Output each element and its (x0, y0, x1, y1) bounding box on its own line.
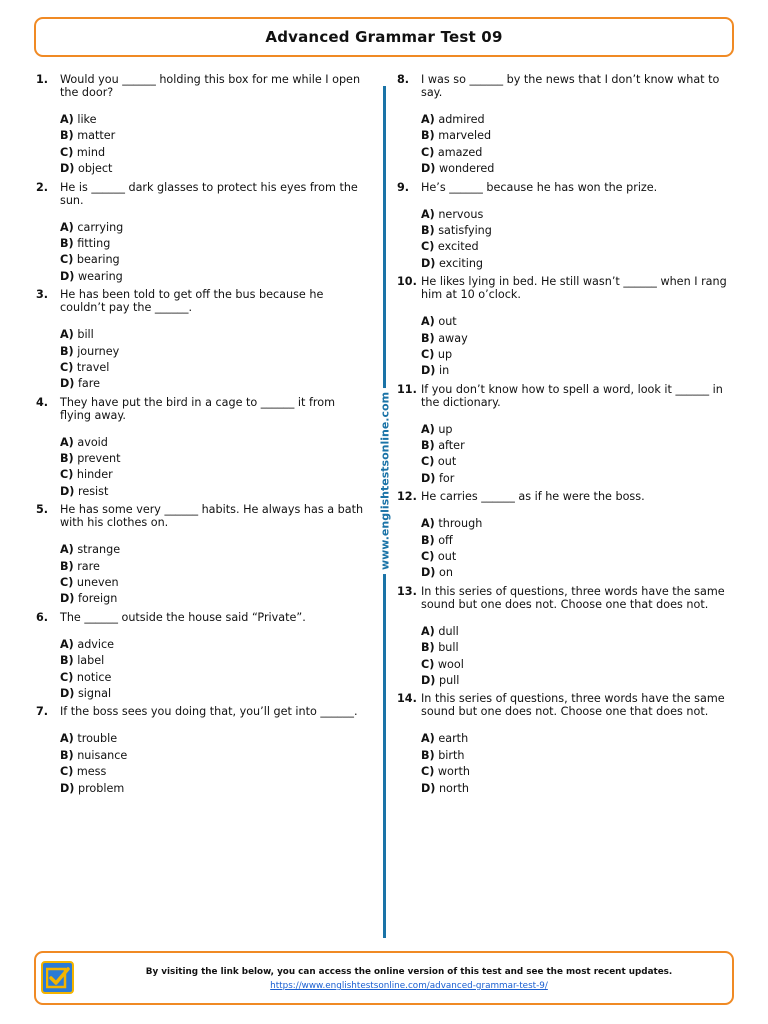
option-letter: D) (421, 162, 436, 176)
option-text: signal (77, 686, 112, 700)
question-text: In this series of questions, three words have the same sound but one does not. Choose one that does not. (421, 584, 725, 611)
option-text: satisfying (438, 223, 492, 237)
question-block (397, 383, 727, 488)
option-letter: D) (421, 566, 436, 580)
option-letter: B) (421, 641, 435, 655)
answer-option (60, 748, 366, 764)
answer-option (60, 575, 366, 591)
question-block (36, 181, 366, 286)
title-box (34, 17, 734, 57)
option-letter: D) (60, 592, 75, 606)
option-text: mess (76, 765, 107, 779)
question (36, 288, 366, 314)
option-text: foreign (77, 592, 118, 606)
options-list (421, 624, 727, 690)
option-text: carrying (77, 220, 124, 234)
options-list (421, 207, 727, 273)
option-text: up (437, 347, 453, 361)
answer-option (421, 516, 727, 532)
option-letter: B) (421, 223, 435, 237)
question-number: 10. (397, 275, 417, 289)
option-letter: C) (421, 657, 435, 671)
checkbox-logo-icon (41, 961, 74, 994)
option-letter: D) (421, 256, 436, 270)
option-letter: B) (421, 331, 435, 345)
option-text: uneven (76, 576, 119, 590)
option-letter: A) (60, 220, 74, 234)
option-text: earth (438, 732, 469, 746)
option-text: hinder (76, 468, 113, 482)
option-text: away (438, 331, 468, 345)
answer-option (421, 207, 727, 223)
option-text: off (438, 533, 453, 547)
question-text: He likes lying in bed. He still wasn’t ______ when I rang him at 10 o’clock. (421, 275, 727, 302)
answer-option (421, 128, 727, 144)
options-list (421, 422, 727, 488)
question-block (397, 73, 727, 178)
answer-option (421, 438, 727, 454)
right-column (397, 73, 727, 800)
question-number: 4. (36, 395, 49, 409)
answer-option (60, 128, 366, 144)
option-text: through (438, 517, 483, 531)
options-list (60, 112, 366, 178)
question-block (397, 181, 727, 273)
footer-box (34, 951, 734, 1005)
question-number: 9. (397, 180, 410, 194)
answer-option (60, 327, 366, 343)
option-letter: D) (60, 781, 75, 795)
option-text: north (438, 781, 469, 795)
answer-option (421, 223, 727, 239)
options-list (60, 327, 366, 393)
site-watermark: www.englishtestsonline.com (378, 388, 391, 574)
option-text: advice (77, 637, 115, 651)
question-number: 13. (397, 584, 417, 598)
option-text: nervous (438, 207, 484, 221)
column-divider (378, 86, 391, 938)
answer-option (60, 161, 366, 177)
option-text: rare (77, 559, 100, 573)
option-letter: C) (60, 468, 74, 482)
option-text: label (77, 654, 105, 668)
answer-option (421, 624, 727, 640)
answer-option (421, 533, 727, 549)
option-text: avoid (77, 435, 108, 449)
answer-option (60, 145, 366, 161)
answer-option (421, 657, 727, 673)
answer-option (60, 686, 366, 702)
option-text: marveled (438, 129, 492, 143)
page-title: Advanced Grammar Test 09 (265, 28, 503, 46)
option-letter: C) (421, 145, 435, 159)
option-text: in (438, 364, 450, 378)
answer-option (60, 764, 366, 780)
options-list (60, 435, 366, 501)
question-text: He’s ______ because he has won the prize. (421, 180, 658, 194)
option-letter: A) (60, 435, 74, 449)
options-list (60, 731, 366, 797)
option-letter: C) (60, 360, 74, 374)
options-list (421, 112, 727, 178)
options-list (421, 731, 727, 797)
options-list (60, 220, 366, 286)
option-letter: C) (421, 455, 435, 469)
answer-option (421, 314, 727, 330)
option-text: resist (77, 484, 109, 498)
question (397, 73, 727, 99)
option-letter: D) (60, 162, 75, 176)
option-text: exciting (438, 256, 484, 270)
answer-option (60, 637, 366, 653)
answer-option (60, 731, 366, 747)
left-column (36, 73, 366, 800)
question (397, 490, 727, 503)
option-text: strange (77, 543, 121, 557)
option-letter: B) (421, 439, 435, 453)
options-list (421, 516, 727, 582)
question-block (397, 692, 727, 797)
option-text: fare (77, 377, 100, 391)
question (36, 611, 366, 624)
option-letter: A) (60, 543, 74, 557)
answer-option (421, 112, 727, 128)
option-letter: A) (60, 637, 74, 651)
option-letter: D) (421, 364, 436, 378)
question (36, 73, 366, 99)
option-letter: D) (421, 781, 436, 795)
question (36, 181, 366, 207)
question-number: 2. (36, 180, 49, 194)
option-letter: B) (60, 654, 74, 668)
question-text: He carries ______ as if he were the boss. (421, 490, 645, 504)
option-text: excited (437, 240, 479, 254)
answer-option (421, 331, 727, 347)
question (36, 503, 366, 529)
option-letter: A) (421, 624, 435, 638)
question-number: 14. (397, 692, 417, 706)
option-text: out (437, 455, 457, 469)
answer-option (421, 640, 727, 656)
option-letter: D) (60, 484, 75, 498)
answer-option (421, 422, 727, 438)
option-letter: D) (60, 377, 75, 391)
option-text: wondered (438, 162, 495, 176)
option-text: pull (438, 673, 460, 687)
option-letter: B) (60, 748, 74, 762)
question-block (36, 503, 366, 608)
question (397, 181, 727, 194)
option-text: out (437, 550, 457, 564)
option-text: bill (77, 328, 94, 342)
answer-option (421, 764, 727, 780)
question-text: He has some very ______ habits. He always has a bath with his clothes on. (60, 503, 364, 530)
option-letter: D) (421, 673, 436, 687)
question-block (36, 705, 366, 797)
option-letter: B) (60, 452, 74, 466)
question-text: Would you ______ holding this box for me while I open the door? (60, 73, 361, 99)
answer-option (421, 256, 727, 272)
option-text: out (438, 315, 457, 329)
option-text: dull (438, 624, 459, 638)
option-text: travel (76, 360, 110, 374)
option-letter: A) (421, 113, 435, 126)
question-block (36, 73, 366, 178)
option-letter: B) (60, 559, 74, 573)
answer-option (421, 748, 727, 764)
answer-option (60, 653, 366, 669)
question-text: In this series of questions, three words have the same sound but one does not. Choose one that does not. (421, 692, 725, 719)
option-text: problem (77, 781, 125, 795)
answer-option (60, 781, 366, 797)
answer-option (421, 565, 727, 581)
answer-option (421, 347, 727, 363)
option-text: wool (437, 657, 464, 671)
option-text: bull (438, 641, 459, 655)
option-letter: B) (60, 129, 74, 143)
question-text: He is ______ dark glasses to protect his eyes from the sun. (60, 180, 358, 207)
footer-message: By visiting the link below, you can access the online version of this test and see the most recent updates. (145, 967, 673, 977)
options-list (421, 314, 727, 380)
option-letter: A) (60, 328, 74, 342)
answer-option (60, 236, 366, 252)
question-block (36, 396, 366, 501)
answer-option (60, 112, 366, 128)
question-number: 6. (36, 610, 49, 624)
answer-option (60, 360, 366, 376)
answer-option (60, 252, 366, 268)
option-letter: C) (60, 145, 74, 159)
question (397, 383, 727, 409)
answer-option (60, 435, 366, 451)
answer-option (60, 344, 366, 360)
option-letter: C) (421, 240, 435, 254)
option-letter: A) (60, 732, 74, 746)
option-letter: B) (421, 129, 435, 143)
option-letter: B) (421, 748, 435, 762)
question-number: 5. (36, 503, 49, 517)
option-letter: C) (60, 253, 74, 267)
option-text: like (77, 113, 97, 126)
question-number: 3. (36, 288, 49, 302)
option-letter: B) (421, 533, 435, 547)
option-text: up (438, 422, 453, 436)
option-letter: A) (60, 113, 74, 126)
option-letter: C) (60, 765, 74, 779)
question-block (397, 490, 727, 582)
answer-option (60, 451, 366, 467)
answer-option (60, 484, 366, 500)
option-letter: B) (60, 236, 74, 250)
question-text: I was so ______ by the news that I don’t know what to say. (421, 73, 720, 99)
question-text: If you don’t know how to spell a word, look it ______ in the dictionary. (421, 382, 723, 409)
option-text: bearing (76, 253, 120, 267)
question-text: They have put the bird in a cage to ______ it from flying away. (60, 395, 336, 422)
answer-option (421, 549, 727, 565)
question-number: 7. (36, 705, 49, 719)
answer-option (421, 145, 727, 161)
question (36, 396, 366, 422)
option-text: mind (76, 145, 106, 159)
option-text: admired (438, 113, 485, 126)
answer-option (60, 220, 366, 236)
question-number: 12. (397, 490, 417, 504)
option-letter: B) (60, 344, 74, 358)
option-letter: A) (421, 207, 435, 221)
question (397, 585, 727, 611)
question-number: 11. (397, 382, 417, 396)
options-list (60, 637, 366, 703)
option-text: wearing (77, 269, 123, 283)
question-text: If the boss sees you doing that, you’ll get into ______. (60, 705, 358, 719)
option-text: amazed (437, 145, 483, 159)
option-letter: D) (421, 471, 436, 485)
option-letter: C) (60, 670, 74, 684)
option-letter: C) (60, 576, 74, 590)
question-text: He has been told to get off the bus because he couldn’t pay the ______. (60, 288, 324, 315)
question (397, 275, 727, 301)
answer-option (60, 591, 366, 607)
options-list (60, 542, 366, 608)
answer-option (421, 363, 727, 379)
option-text: after (438, 439, 465, 453)
answer-option (421, 239, 727, 255)
option-letter: C) (421, 550, 435, 564)
question-block (397, 585, 727, 690)
question-block (397, 275, 727, 380)
option-letter: C) (421, 765, 435, 779)
option-letter: D) (60, 686, 75, 700)
option-text: prevent (77, 452, 121, 466)
option-letter: A) (421, 315, 435, 329)
option-text: for (438, 471, 455, 485)
option-text: journey (77, 344, 120, 358)
answer-option (421, 781, 727, 797)
option-text: nuisance (77, 748, 128, 762)
answer-option (421, 454, 727, 470)
option-text: on (438, 566, 453, 580)
footer-link[interactable]: https://www.englishtestsonline.com/advanced-grammar-test-9/ (270, 981, 548, 991)
answer-option (421, 161, 727, 177)
answer-option (60, 542, 366, 558)
option-letter: A) (421, 422, 435, 436)
answer-option (421, 673, 727, 689)
option-letter: A) (421, 517, 435, 531)
answer-option (60, 269, 366, 285)
option-text: worth (437, 765, 470, 779)
question-text: The ______ outside the house said “Private”. (60, 610, 306, 624)
option-text: trouble (77, 732, 118, 746)
answer-option (421, 471, 727, 487)
answer-option (60, 376, 366, 392)
question-block (36, 288, 366, 393)
question-number: 8. (397, 73, 410, 86)
option-letter: C) (421, 347, 435, 361)
answer-option (60, 467, 366, 483)
answer-option (421, 731, 727, 747)
answer-option (60, 670, 366, 686)
option-letter: A) (421, 732, 435, 746)
question-block (36, 611, 366, 703)
question (397, 692, 727, 718)
option-text: fitting (77, 236, 111, 250)
option-text: birth (438, 748, 465, 762)
option-text: matter (77, 129, 116, 143)
option-text: object (77, 162, 113, 176)
option-text: notice (76, 670, 112, 684)
question (36, 705, 366, 718)
answer-option (60, 559, 366, 575)
question-number: 1. (36, 73, 49, 86)
option-letter: D) (60, 269, 75, 283)
